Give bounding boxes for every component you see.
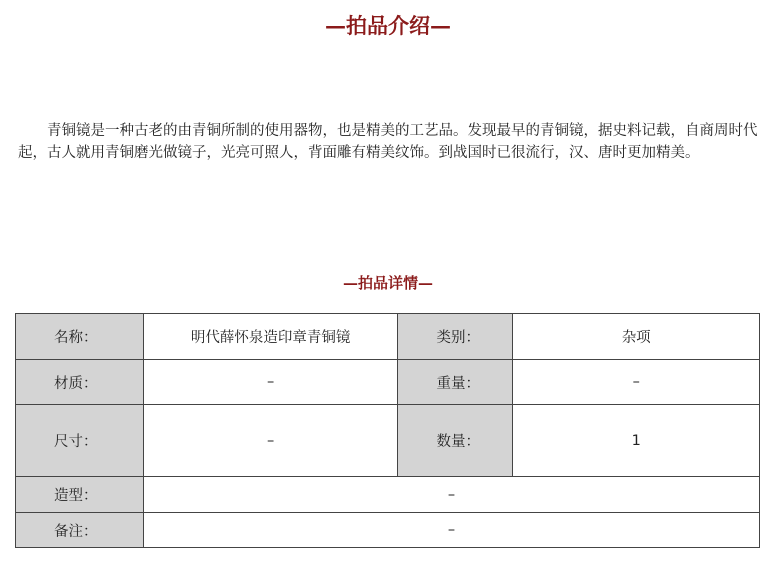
name-value: 明代薛怀泉造印章青铜镜 <box>143 314 398 360</box>
table-row-remarks <box>16 513 760 548</box>
weight-value: – <box>513 360 760 405</box>
weight-label: 重量： <box>398 360 513 405</box>
intro-section-title: —拍品介绍— <box>325 13 451 38</box>
name-label: 名称： <box>16 314 144 360</box>
quantity-label: 数量： <box>398 405 513 477</box>
size-label: 尺寸： <box>16 405 144 477</box>
remarks-value: – <box>143 513 759 548</box>
material-value: – <box>143 360 398 405</box>
remarks-label: 备注： <box>16 513 144 548</box>
material-label: 材质： <box>16 360 144 405</box>
intro-paragraph: 青铜镜是一种古老的由青铜所制的使用器物，也是精美的工艺品。发现最早的青铜镜，据史料记载，自商周时代起，古人就用青铜磨光做镜子，光亮可照人，背面雕有精美纹饰。到战国时已很流行，汉、唐时更加精美。 <box>18 123 758 161</box>
quantity-value: 1 <box>513 405 760 477</box>
details-section-title: —拍品详情— <box>342 274 433 292</box>
category-label: 类别： <box>398 314 513 360</box>
table-row-name <box>16 314 760 360</box>
category-value: 杂项 <box>513 314 760 360</box>
size-value: – <box>143 405 398 477</box>
details-table <box>15 313 760 548</box>
table-row-size <box>16 405 760 477</box>
shape-value: – <box>143 477 759 513</box>
table-row-material <box>16 360 760 405</box>
shape-label: 造型： <box>16 477 144 513</box>
table-row-shape <box>16 477 760 513</box>
